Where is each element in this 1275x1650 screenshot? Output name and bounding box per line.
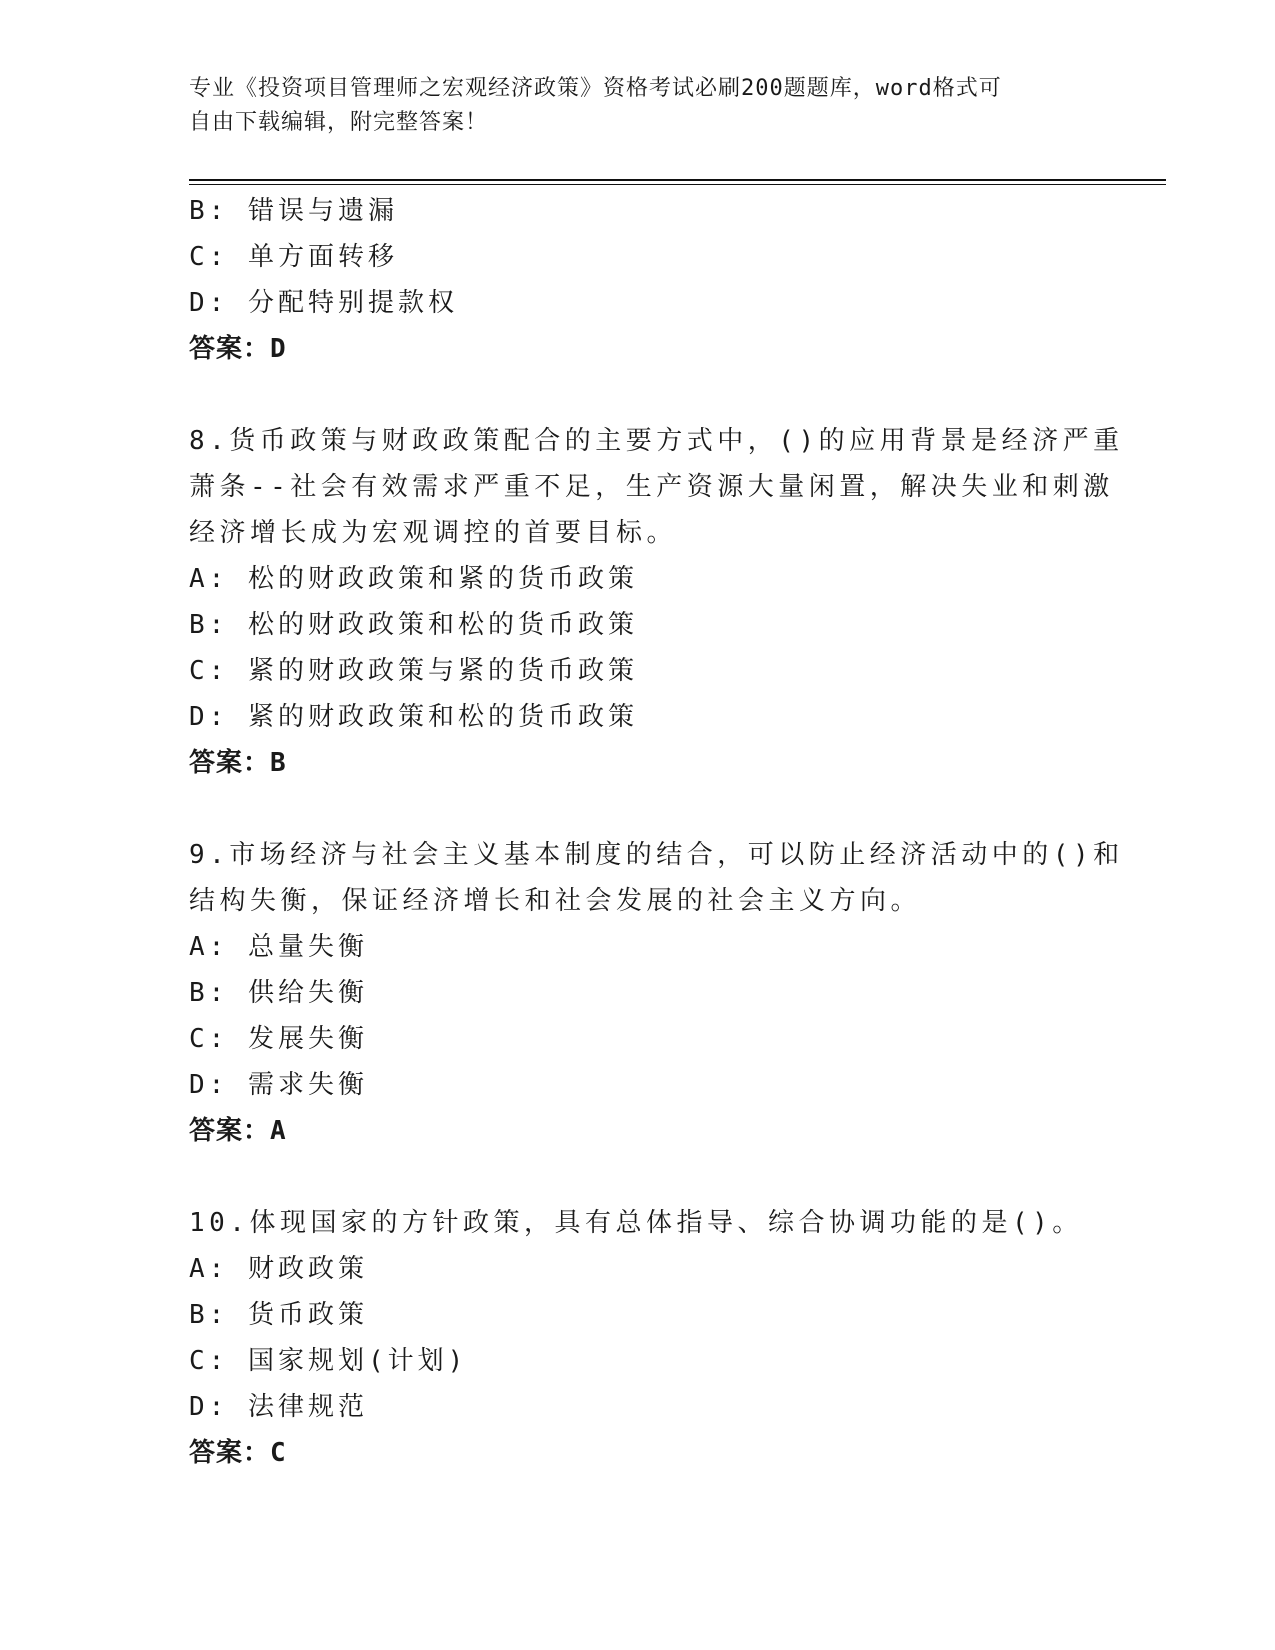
question-stem-line: 8.货币政策与财政政策配合的主要方式中，()的应用背景是经济严重 [189,426,1124,456]
spacer [189,1154,1089,1200]
question-block-7 [189,188,1089,372]
option-d: D: 分配特别提款权 [189,288,458,318]
option-b: B: 供给失衡 [189,978,368,1008]
option-a: A: 松的财政政策和紧的货币政策 [189,564,638,594]
answer-line: 答案：D [189,334,287,364]
option-d: D: 法律规范 [189,1392,368,1422]
answer-line: 答案：B [189,748,287,778]
option-a: A: 财政政策 [189,1254,368,1284]
question-list [189,188,1124,1476]
question-stem [189,832,1124,924]
header-title-line-2: 自由下载编辑，附完整答案！ [189,110,489,135]
option-d: D: 需求失衡 [189,1070,368,1100]
option-b: B: 松的财政政策和松的货币政策 [189,610,638,640]
question-stem-line: 10.体现国家的方针政策，具有总体指导、综合协调功能的是()。 [189,1208,1083,1238]
header-divider [189,179,1166,185]
answer-line: 答案：C [189,1438,287,1468]
answer-line: 答案：A [189,1116,287,1146]
question-stem [189,418,1124,556]
spacer [189,372,1089,418]
question-block-10 [189,1200,1089,1476]
option-b: B: 货币政策 [189,1300,368,1330]
option-c: C: 国家规划(计划) [189,1346,468,1376]
option-d: D: 紧的财政政策和松的货币政策 [189,702,638,732]
option-c: C: 发展失衡 [189,1024,368,1054]
option-c: C: 紧的财政政策与紧的货币政策 [189,656,638,686]
option-c: C: 单方面转移 [189,242,398,272]
document-header [189,72,1069,140]
question-block-9 [189,832,1124,1154]
option-b: B: 错误与遗漏 [189,196,398,226]
question-block-8 [189,418,1124,786]
question-stem-line: 经济增长成为宏观调控的首要目标。 [189,518,678,548]
question-stem-line: 9.市场经济与社会主义基本制度的结合，可以防止经济活动中的()和 [189,840,1124,870]
question-stem [189,1200,1089,1246]
spacer [189,786,1089,832]
option-a: A: 总量失衡 [189,932,368,962]
header-title-line-1: 专业《投资项目管理师之宏观经济政策》资格考试必刷200题题库，word格式可 [189,76,1002,101]
question-stem-line: 萧条--社会有效需求严重不足，生产资源大量闲置，解决失业和刺激 [189,472,1114,502]
question-stem-line: 结构失衡，保证经济增长和社会发展的社会主义方向。 [189,886,922,916]
